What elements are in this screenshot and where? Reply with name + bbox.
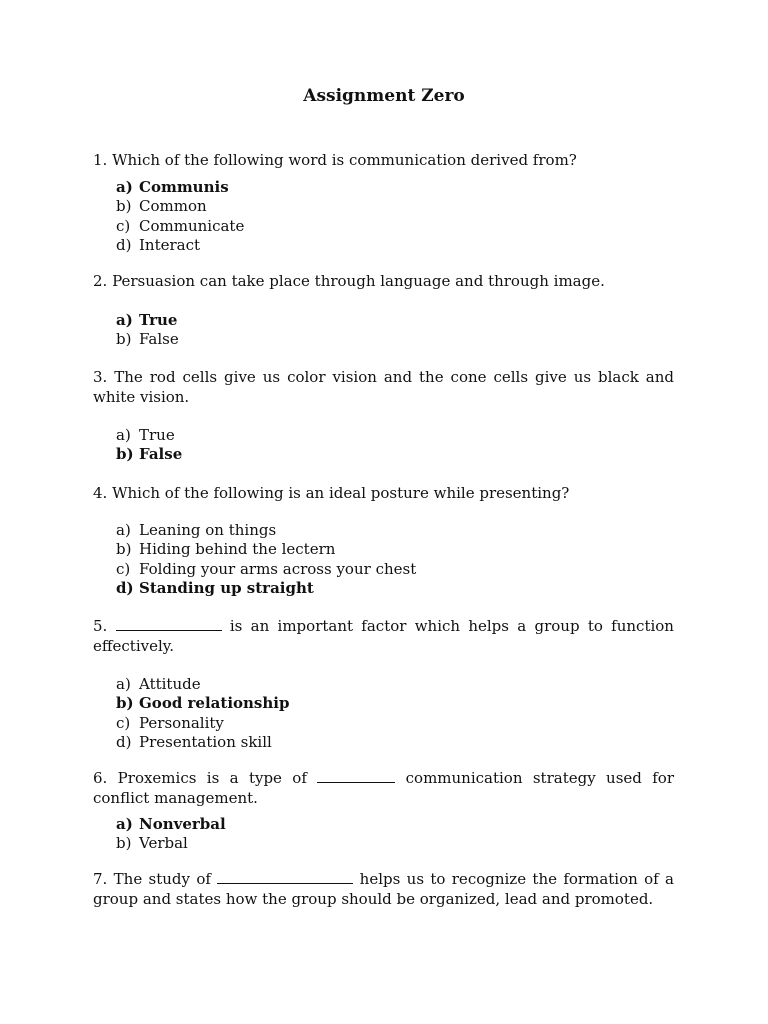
question-4-options (116, 521, 416, 599)
question-2-options (116, 311, 179, 350)
option-4a: a) Leaning on things (116, 521, 277, 539)
answer-blank (217, 871, 353, 884)
option-1c: c) Communicate (116, 216, 245, 235)
option-3b: b) False (116, 445, 183, 464)
option-1b: b) Common (116, 197, 207, 216)
question-1: 1. Which of the following word is communication derived from? (93, 151, 577, 169)
question-6: 6. Proxemics is a type of communication strategy used for conflict management. (93, 769, 674, 807)
option-1a: a) Communis (116, 178, 229, 196)
question-5: 5. is an important factor which helps a group to function effectively. (93, 617, 674, 655)
option-3a: a) True (116, 426, 175, 444)
question-1-options (116, 178, 244, 256)
document-title: Assignment Zero (303, 86, 465, 106)
question-6-options (116, 815, 226, 854)
question-4: 4. Which of the following is an ideal posture while presenting? (93, 484, 570, 502)
option-5c: c) Personality (116, 713, 224, 732)
answer-blank (317, 770, 395, 783)
option-2a: a) True (116, 311, 178, 329)
question-3-options (116, 426, 182, 465)
question-2: 2. Persuasion can take place through language and through image. (93, 272, 605, 290)
option-1d: d) Interact (116, 236, 201, 255)
option-5a: a) Attitude (116, 675, 201, 693)
option-5b: b) Good relationship (116, 694, 290, 713)
option-2b: b) False (116, 330, 179, 349)
option-4c: c) Folding your arms across your chest (116, 559, 417, 578)
question-7: 7. The study of helps us to recognize the formation of a group and states how the group should be organized, lead and promoted. (93, 870, 675, 908)
question-5-options (116, 675, 289, 753)
option-5d: d) Presentation skill (116, 733, 272, 752)
answer-blank (116, 618, 222, 631)
option-6b: b) Verbal (116, 834, 188, 853)
option-4b: b) Hiding behind the lectern (116, 540, 336, 559)
question-3: 3. The rod cells give us color vision and the cone cells give us black and white vision. (93, 368, 674, 406)
option-4d: d) Standing up straight (116, 579, 314, 598)
option-6a: a) Nonverbal (116, 815, 226, 833)
